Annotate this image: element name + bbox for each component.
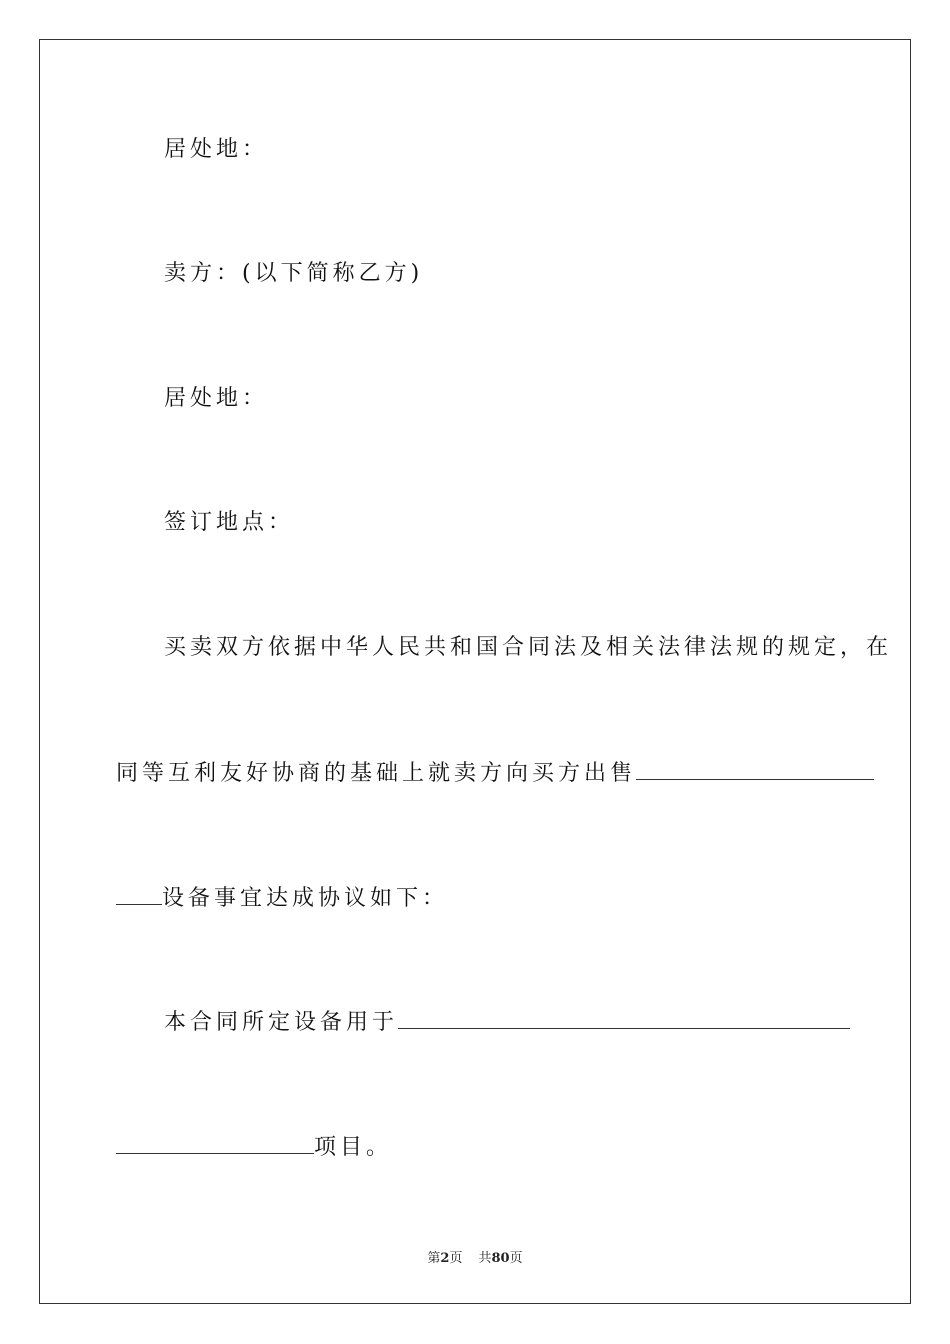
signing-place-text: 签订地点： [164, 510, 295, 535]
footer-page-number: 2 [440, 1251, 450, 1266]
footer-total-number: 80 [491, 1251, 510, 1266]
page-footer [0, 1247, 950, 1266]
paragraph-line-3 [116, 882, 448, 914]
seller-text: 卖方：(以下简称乙方) [164, 261, 424, 286]
paragraph-line-2-text: 同等互利友好协商的基础上就卖方向买方出售 [116, 761, 637, 786]
paragraph-line-1 [164, 633, 892, 663]
seller-label [164, 259, 423, 289]
equipment-name-blank-continued [116, 882, 162, 905]
signing-place-label [164, 508, 294, 538]
seller-address-label [164, 384, 268, 414]
paragraph-line-3-text: 设备事宜达成协议如下： [162, 886, 449, 911]
equipment-name-blank [636, 757, 874, 780]
paragraph-line-2 [116, 757, 874, 789]
usage-line-text: 本合同所定设备用于 [164, 1010, 399, 1035]
project-line-text: 项目。 [314, 1135, 393, 1160]
project-line [116, 1131, 392, 1163]
buyer-address-text: 居处地： [164, 137, 269, 162]
footer-total-suffix: 页 [509, 1251, 523, 1266]
buyer-address-label [164, 135, 268, 165]
footer-total-prefix: 共 [478, 1251, 492, 1266]
page-border [39, 39, 911, 1304]
usage-project-blank [398, 1006, 850, 1029]
footer-page-prefix: 第 [427, 1251, 441, 1266]
project-name-blank [116, 1131, 314, 1154]
paragraph-line-1-text: 买卖双方依据中华人民共和国合同法及相关法律法规的规定，在 [164, 635, 893, 660]
usage-line [164, 1006, 850, 1038]
seller-address-text: 居处地： [164, 386, 269, 411]
footer-page-suffix: 页 [449, 1251, 463, 1266]
